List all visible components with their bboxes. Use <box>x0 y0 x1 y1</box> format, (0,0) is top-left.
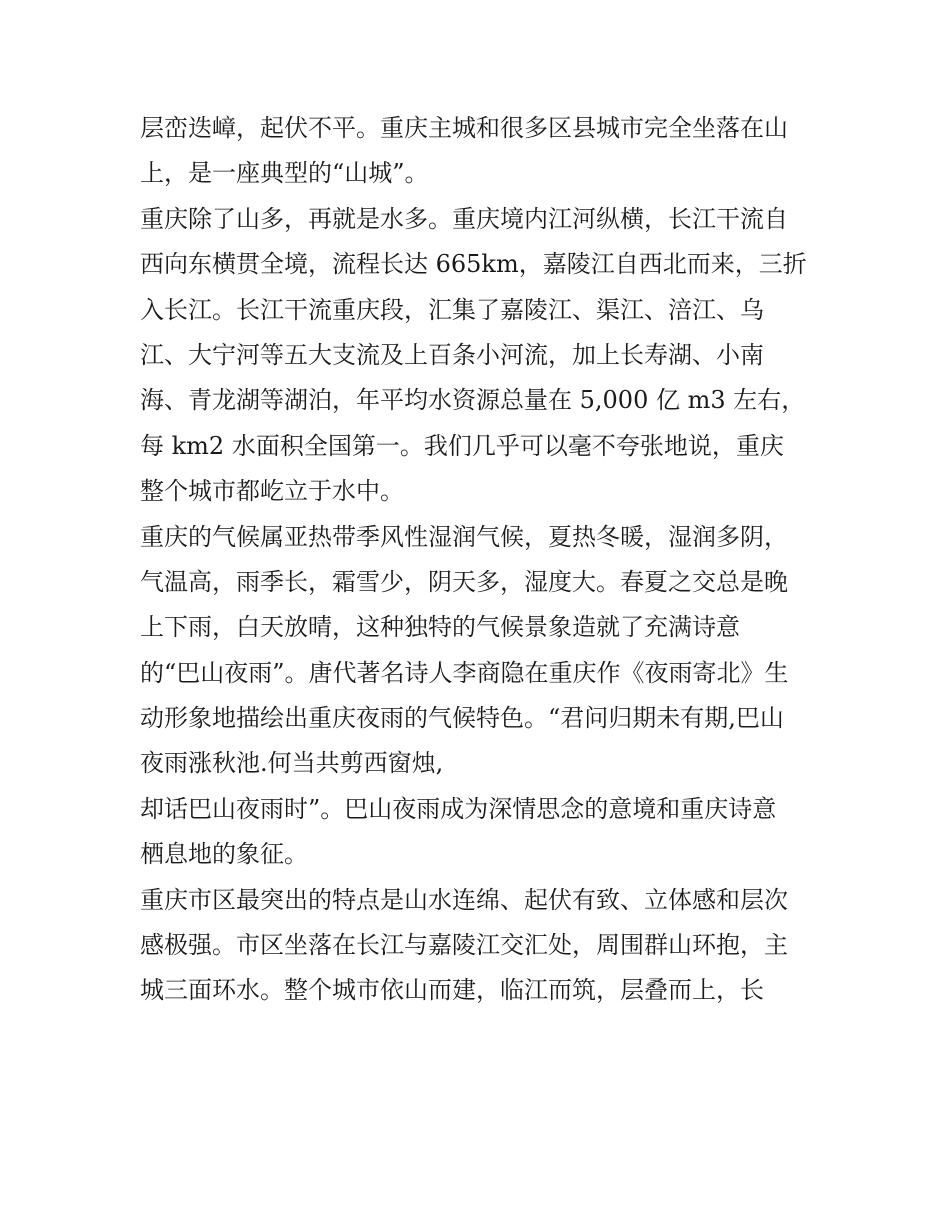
text-line: 气温高，雨季长，霜雪少，阴天多，湿度大。春夏之交总是晚 <box>140 567 788 596</box>
text-line: 每 km2 水面积全国第一。我们几乎可以毫不夸张地说，重庆 <box>140 431 784 460</box>
text-line: 整个城市都屹立于水中。 <box>140 477 404 506</box>
text-line: 却话巴山夜雨时”。巴山夜雨成为深情思念的意境和重庆诗意 <box>140 794 777 823</box>
text-line: 的“巴山夜雨”。唐代著名诗人李商隐在重庆作《夜雨寄北》生 <box>140 658 789 687</box>
text-line: 层峦迭嶂，起伏不平。重庆主城和很多区县城市完全坐落在山 <box>140 114 788 142</box>
text-line: 城三面环水。整个城市依山而建，临江而筑，层叠而上，长 <box>140 976 764 1005</box>
text-line: 西向东横贯全境，流程长达 665km，嘉陵江自西北而来，三折 <box>140 250 807 279</box>
text-line: 重庆市区最突出的特点是山水连绵、起伏有致、立体感和层次 <box>140 885 788 914</box>
text-line: 感极强。市区坐落在长江与嘉陵江交汇处，周围群山环抱，主 <box>140 931 788 960</box>
text-line: 动形象地描绘出重庆夜雨的气候特色。“君问归期未有期,巴山 <box>140 704 784 733</box>
text-line: 夜雨涨秋池.何当共剪西窗烛, <box>140 749 444 778</box>
text-line: 上，是一座典型的“山城”。 <box>140 159 429 188</box>
text-line: 海、青龙湖等湖泊，年平均水资源总量在 5,000 亿 m3 左右， <box>140 386 806 415</box>
text-line: 江、大宁河等五大支流及上百条小河流，加上长寿湖、小南 <box>140 340 764 369</box>
document-body <box>140 106 820 1014</box>
text-line: 重庆的气候属亚热带季风性湿润气候，夏热冬暖，湿润多阴， <box>140 522 788 551</box>
text-line: 栖息地的象征。 <box>140 840 308 869</box>
text-line: 入长江。长江干流重庆段，汇集了嘉陵江、渠江、涪江、乌 <box>140 295 764 324</box>
text-line: 上下雨，白天放晴，这种独特的气候景象造就了充满诗意 <box>140 613 740 642</box>
text-line: 重庆除了山多，再就是水多。重庆境内江河纵横，长江干流自 <box>140 204 788 233</box>
